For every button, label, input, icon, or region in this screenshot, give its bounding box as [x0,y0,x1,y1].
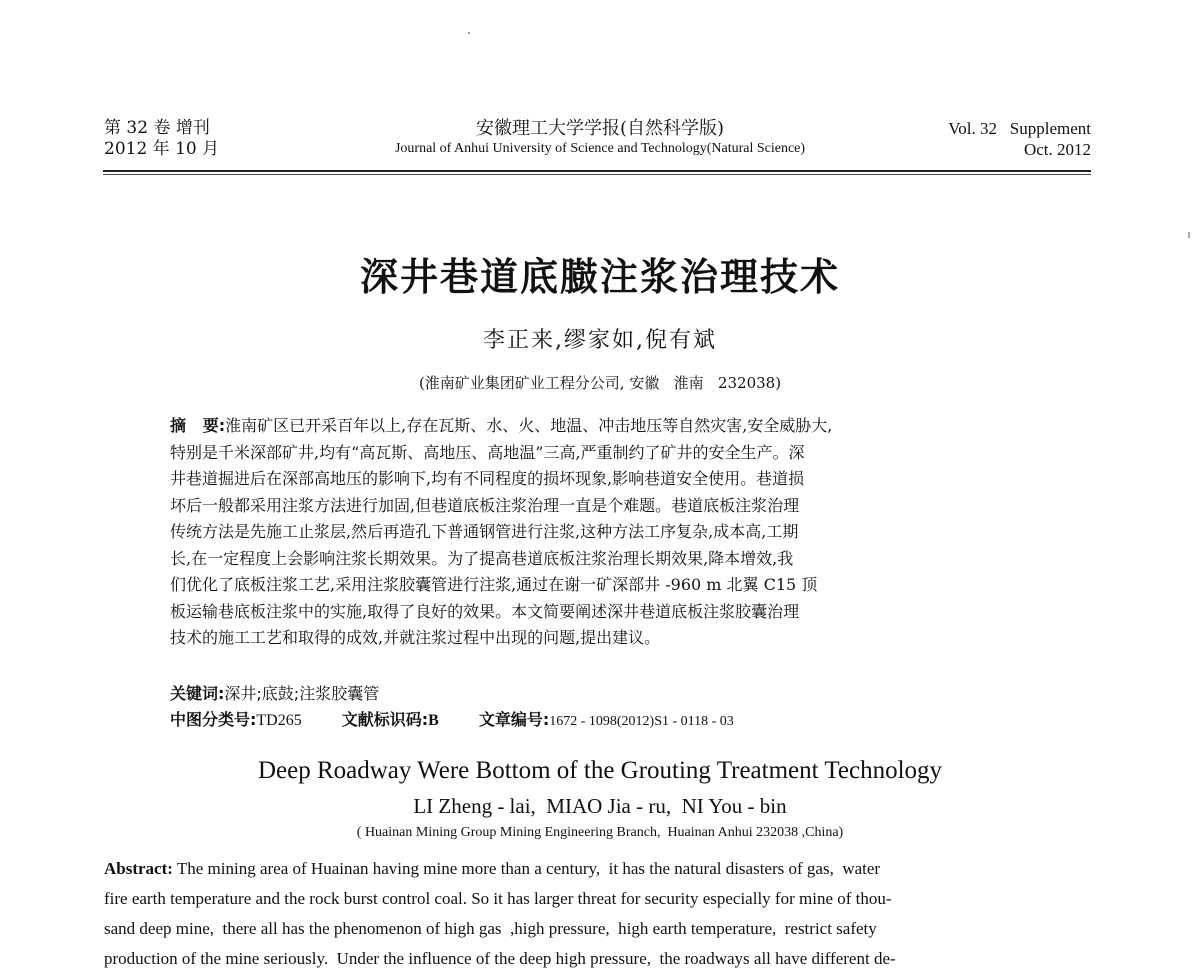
clc-label: 中图分类号: [170,710,257,729]
classification-line [170,707,734,730]
affiliation-cn: (淮南矿业集团矿业工程分公司, 安徽 淮南 232038) [418,374,782,392]
article-id-label: 文章编号: [478,710,550,729]
abstract-en-line: The mining area of Huainan having mine more than a century, it has the natural disasters of gas, water [172,859,881,878]
article-id-value: 1672 - 1098(2012)S1 - 0118 - 03 [549,714,734,729]
scan-speck [468,32,470,34]
abstract-en-label: Abstract: [104,859,173,878]
keywords [170,681,379,704]
abstract-en-line: fire earth temperature and the rock burst control coal. So it has larger threat for security especially for mine of thou- [104,889,892,908]
abstract-cn-line: 坏后一般都采用注浆方法进行加固,但巷道底板注浆治理一直是个难题。巷道底板注浆治理 [170,495,800,515]
header-date: 2012 年 10 月 [104,139,220,159]
abstract-cn-line: 井巷道掘进后在深部高地压的影响下,均有不同程度的损坏现象,影响巷道安全使用。巷道损 [170,469,805,488]
clc-value: TD265 [256,712,302,729]
journal-name-en: Journal of Anhui University of Science and Technology(Natural Science) [394,141,806,156]
abstract-en-line: production of the mine seriously. Under the influence of the deep high pressure, the roadways all have different de- [104,949,896,968]
header-volume-supplement: Vol. 32 Supplement [948,119,1091,138]
scan-speck [1188,232,1190,238]
abstract-cn-line: 板运输巷底板注浆中的实施,取得了良好的效果。本文简要阐述深井巷道底板注浆胶囊治理 [170,601,800,621]
abstract-cn-line: 技术的施工工艺和取得的成效,并就注浆过程中出现的问题,提出建议。 [170,628,661,647]
paper-title-cn: 深井巷道底臌注浆治理技术 [359,255,840,299]
keywords-value: 深井;底鼓;注浆胶囊管 [224,684,380,703]
header-date-en: Oct. 2012 [1023,140,1091,159]
paper-title-en: Deep Roadway Were Bottom of the Grouting Treatment Technology [257,757,943,784]
abstract-cn-line: 传统方法是先施工止浆层,然后再造孔下普通钢管进行注浆,这种方法工序复杂,成本高,工期 [170,522,799,541]
affiliation-en: ( Huainan Mining Group Mining Engineering Branch, Huainan Anhui 232038 ,China) [356,825,844,840]
header-rule [103,170,1091,172]
abstract-cn-line: 们优化了底板注浆工艺,采用注浆胶囊管进行注浆,通过在谢一矿深部井 -960 m 北翼 C15 顶 [170,575,818,594]
abstract-cn-line: 淮南矿区已开采百年以上,存在瓦斯、水、火、地温、冲击地压等自然灾害,安全威胁大, [225,416,833,435]
header-volume: 第 32 卷 增刊 [104,118,210,138]
abstract-cn-line: 长,在一定程度上会影响注浆长期效果。为了提高巷道底板注浆治理长期效果,降本增效,我 [170,548,794,568]
authors-cn: 李正来,缪家如,倪有斌 [483,328,717,353]
header-volume-info [104,118,219,160]
journal-name-cn: 安徽理工大学学报(自然科学版) [475,118,725,139]
doc-code-value: B [428,712,439,729]
abstract-cn-label: 摘 要: [170,416,226,435]
abstract-cn [170,413,1030,652]
keywords-label: 关键词: [170,684,225,703]
doc-code-label: 文献标识码: [341,710,429,729]
abstract-en [104,854,1092,974]
header-journal [300,118,900,159]
authors-en: LI Zheng - lai, MIAO Jia - ru, NI You - bin [413,794,787,818]
abstract-cn-line: 特别是千米深部矿井,均有“高瓦斯、高地压、高地温”三高,严重制约了矿井的安全生产。深 [170,442,805,462]
header-rule-thin [103,174,1091,175]
header-volume-en [880,118,1091,160]
abstract-en-line: sand deep mine, there all has the phenomenon of high gas ,high pressure, high earth temperature, restrict safety [104,919,877,938]
